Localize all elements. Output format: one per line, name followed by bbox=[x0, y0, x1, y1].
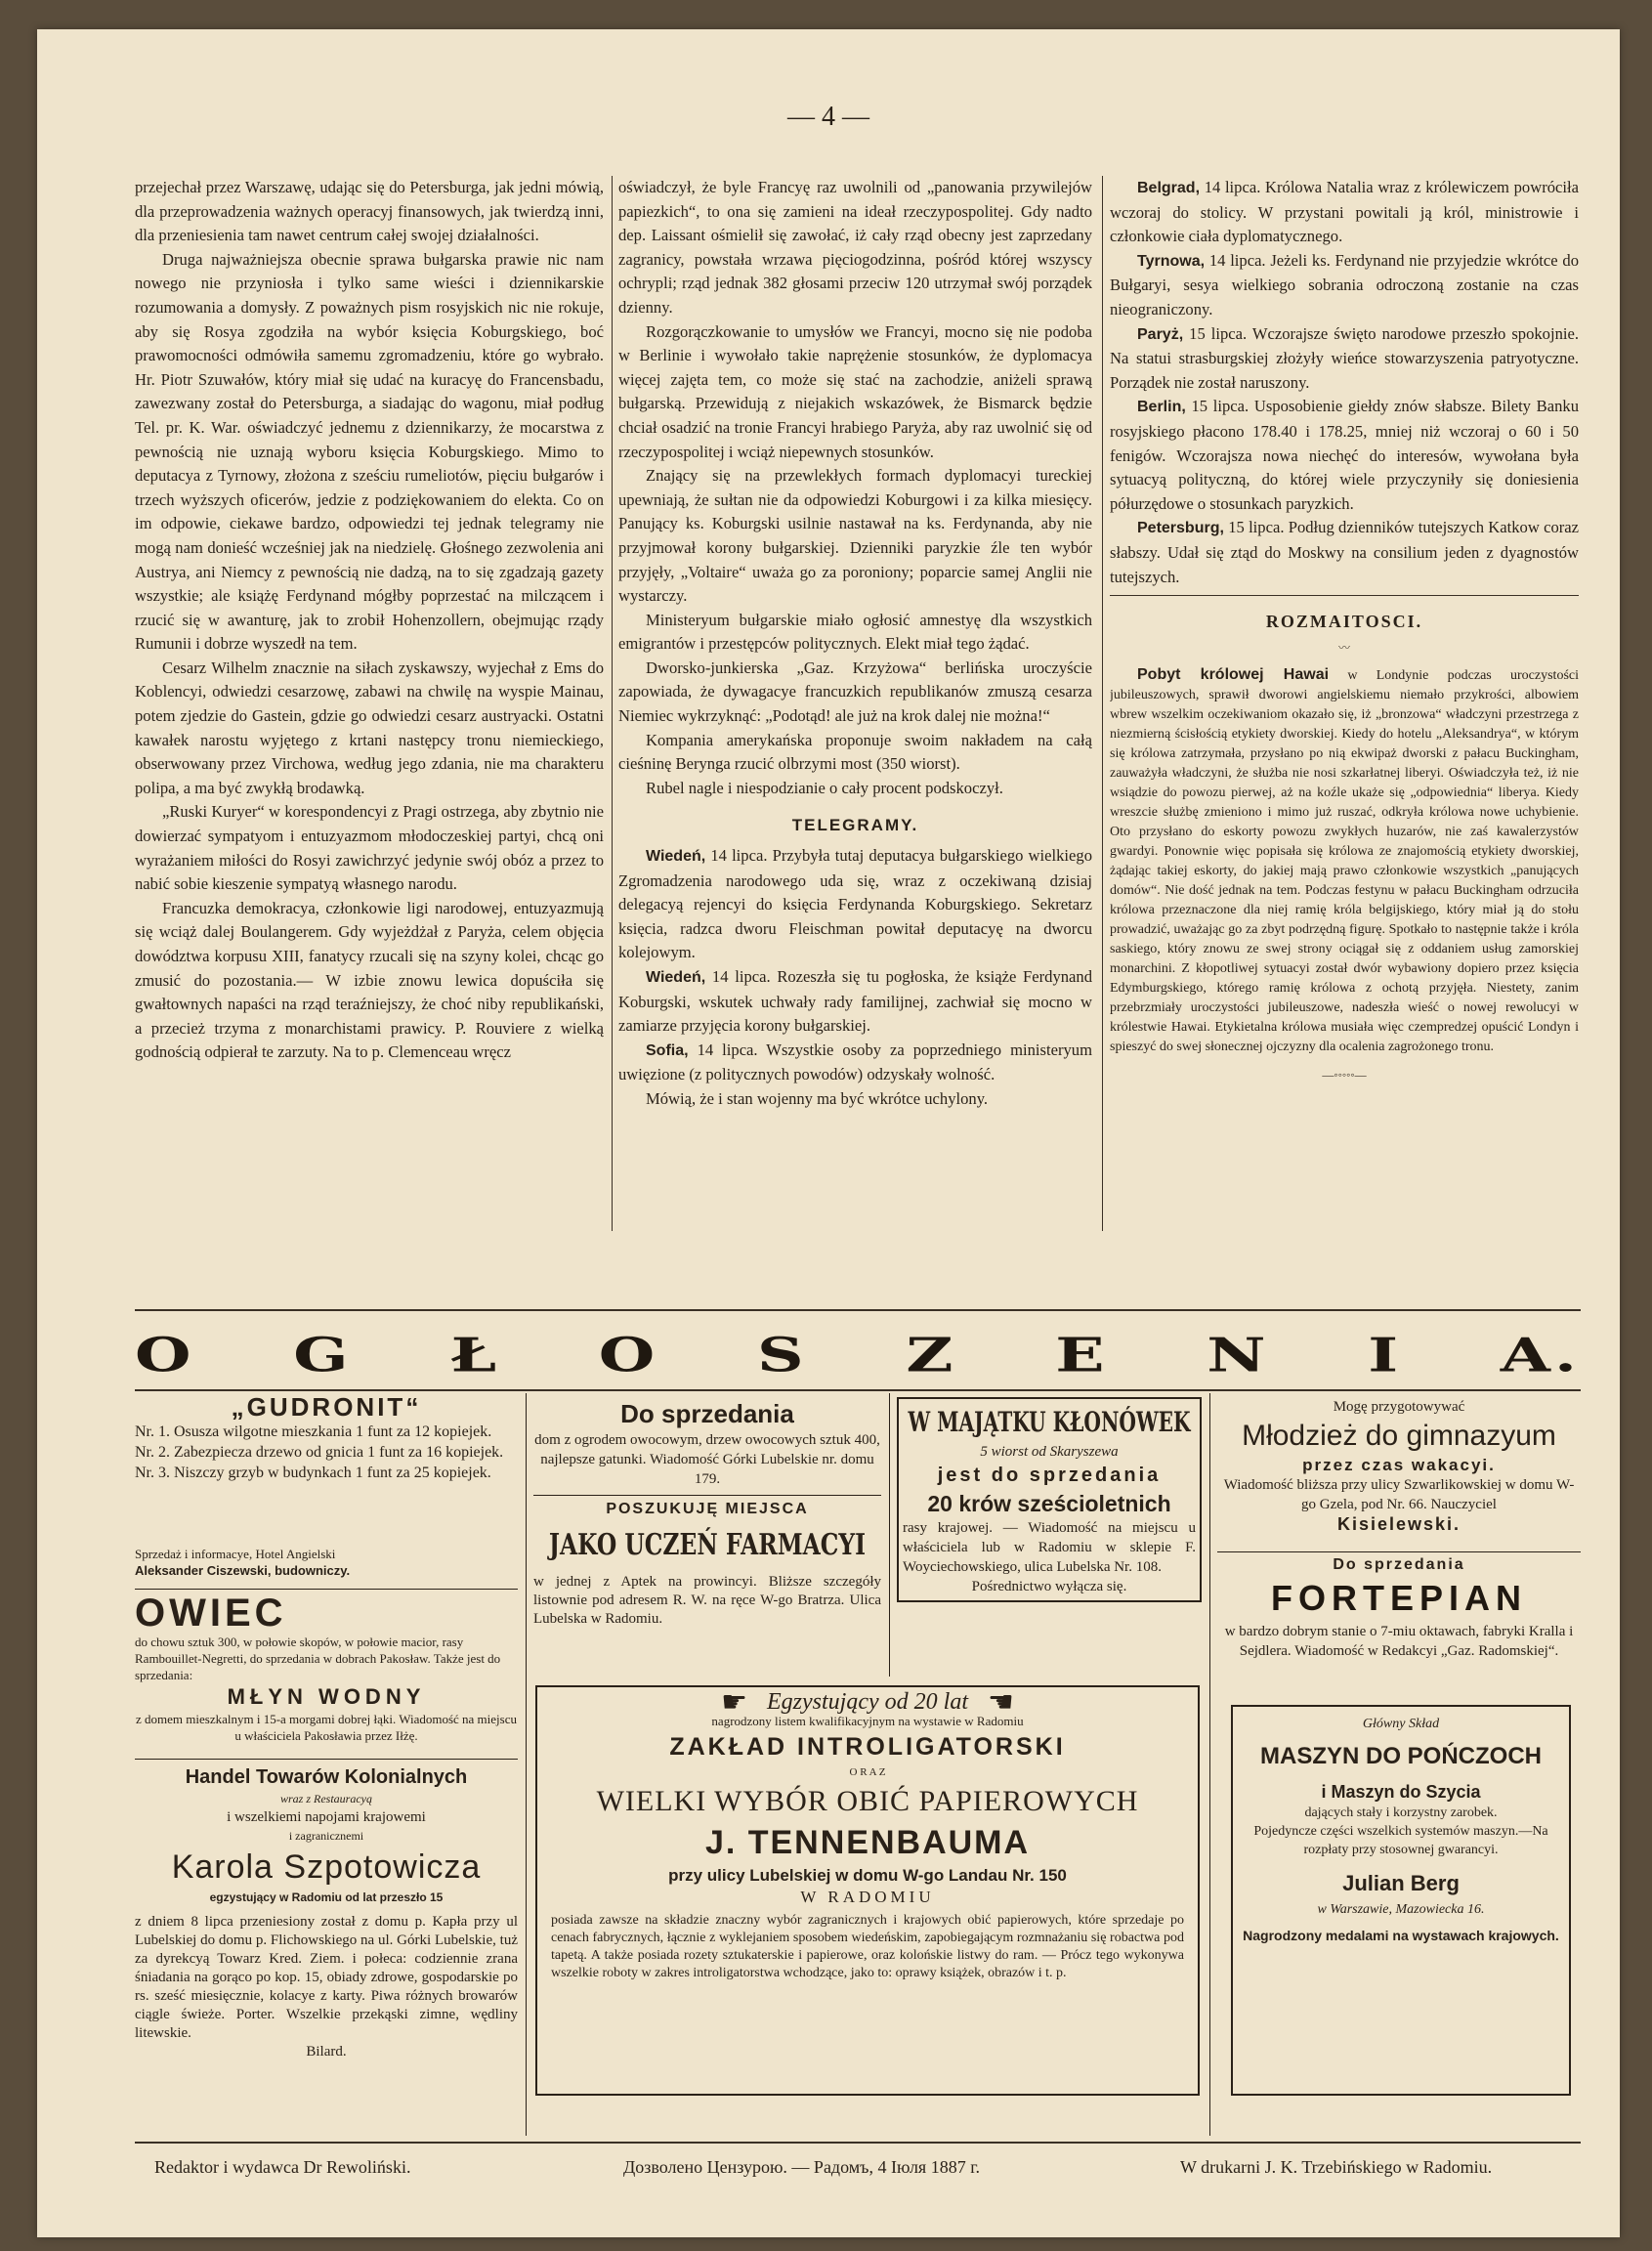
rozmaitosci-article bbox=[1110, 665, 1579, 1057]
ad-uczen bbox=[533, 1500, 881, 1676]
ad-subtitle: MŁYN WODNY bbox=[227, 1684, 426, 1709]
ad-tennenbaum bbox=[535, 1685, 1200, 2096]
ad-gudronit-info bbox=[135, 1546, 518, 1579]
ad-text: z domem mieszkalnym i 15-a morgami dobrej łąki. Wiadomość na miejscu u właściciela Pakosławia przez Iłżę. bbox=[136, 1712, 517, 1743]
telegram-place: Belgrad, bbox=[1137, 180, 1201, 196]
ad-since: Egzystujący od 20 lat bbox=[767, 1689, 968, 1715]
ad-text: posiada zawsze na składzie znaczny wybór zagranicznych i krajowych obić papierowych, które sprzedaje po cenach fabrycznych, łącznie z wyklejaniem sposobem wiedeńskim, zapobiegającym rozmnażaniu się robactwa pod tapetą. A także posiada rozety sztukaterskie i papierowe, oraz kolońskie listwy do ram. — Prócz tego wykonywa wszelkie roboty w zakres introligatorstwa wchodzące, jako to: oprawy książek, obrazów i t. p. bbox=[551, 1913, 1184, 1980]
telegram-text: 15 lipca. Wczorajsze święto narodowe przeszło spokojnie. Na statui strasburgskiej złożyły wieńce stowarzyszenia patryotyczne. Porządek nie został naruszony. bbox=[1110, 323, 1579, 392]
telegram-item bbox=[1110, 176, 1579, 249]
ad-subtitle: i zagranicznemi bbox=[288, 1829, 364, 1843]
ad-address: w Warszawie, Mazowiecka 16. bbox=[1317, 1902, 1485, 1917]
telegram-place: Wiedeń, bbox=[646, 848, 706, 866]
telegram-text: 15 lipca. Podług dzienników tutejszych Katkow coraz słabszy. Udał się ztąd do Moskwy na consilium jeden z dyagnostów tutejszych. bbox=[1110, 518, 1579, 586]
section-rule bbox=[135, 1389, 1581, 1391]
column-divider bbox=[612, 176, 613, 1231]
ad-divider bbox=[889, 1393, 890, 1677]
ad-title: W MAJĄTKU KŁONÓWEK bbox=[908, 1406, 1191, 1438]
ad-text: dom z ogrodem owocowym, drzew owocowych sztuk 400, najlepsze gatunki. Wiadomość Górki Lubelskie nr. domu 179. bbox=[534, 1432, 880, 1487]
ad-headline: 20 krów sześcioletnich bbox=[927, 1491, 1171, 1516]
column-2 bbox=[618, 176, 1092, 1231]
paragraph: „Ruski Kuryer“ w korespondencyi z Pragi ostrzega, aby zbytnio nie dowierzać sympatyom i entuzyazmom młodoczeskiej partyi, chcą oni wyrażaniem miłości do Rosyi zawichrzyć jedynie swój obóz a przez to nabić sobie kieszenie sympatyą własnego narodu. bbox=[135, 802, 604, 894]
telegram-item bbox=[618, 844, 1092, 965]
ad-rule bbox=[533, 1495, 881, 1496]
banner-letter: A. bbox=[1500, 1327, 1581, 1383]
ad-headline: JAKO UCZEŃ FARMACYI bbox=[548, 1528, 867, 1562]
telegram-item bbox=[618, 965, 1092, 1039]
ad-title: FORTEPIAN bbox=[1270, 1578, 1527, 1618]
ornament: —◦◦◦◦◦— bbox=[1322, 1068, 1367, 1083]
ogloszenia-banner bbox=[135, 1327, 1581, 1383]
banner-letter: G bbox=[293, 1327, 353, 1383]
telegram-item bbox=[1110, 395, 1579, 516]
ad-title: „GUDRONIT“ bbox=[231, 1397, 422, 1422]
ad-name: Kisielewski. bbox=[1336, 1514, 1461, 1534]
telegram-place: Berlin, bbox=[1137, 399, 1186, 416]
page-number: — 4 — bbox=[787, 102, 869, 132]
paragraph: Znający się na przewlekłych formach dyplomacyi tureckiej upewniają, że sułtan nie da odpowiedzi Koburgowi i za kilka miesięcy. Panujący ks. Koburgski usilnie nastawał na ks. Ferdynanda, aby nie przyjmował korony bułgarskiej. Dzienniki paryzkie źle ten wybór przyjęły, „Voltaire“ uważa go za poroniony; poparcie samej Anglii nie wystarczy. bbox=[618, 466, 1092, 606]
telegram-place: Sofia, bbox=[646, 1041, 689, 1059]
ad-maszyn bbox=[1231, 1705, 1571, 2096]
ad-info: Sprzedaż i informacye, Hotel Angielski bbox=[135, 1547, 336, 1561]
ad-title: OWIEC bbox=[135, 1593, 287, 1635]
ad-rule bbox=[1217, 1551, 1581, 1552]
rozmaitosci-heading: ROZMAITOSCI. bbox=[1265, 612, 1423, 632]
ad-award: nagrodzony listem kwalifikacyjnym na wystawie w Radomiu bbox=[711, 1714, 1024, 1728]
footer-censorship: Дозволено Цензурою. — Радомъ, 4 Іюля 1887 г. bbox=[623, 2157, 981, 2177]
ad-divider bbox=[1209, 1393, 1210, 2136]
ad-text: w jednej z Aptek na prowincyi. Bliższe szczegóły listownie pod adresem R. W. na ręce W-go Bratrza. Ulica Lubelska w Radomiu. bbox=[533, 1574, 881, 1627]
ad-pretitle: Do sprzedania bbox=[1333, 1556, 1465, 1573]
banner-letter: O bbox=[598, 1327, 659, 1383]
ad-mlodziez bbox=[1217, 1397, 1581, 1573]
ad-headline: WIELKI WYBÓR OBIĆ PAPIEROWYCH bbox=[596, 1785, 1139, 1817]
ad-city: W RADOMIU bbox=[800, 1888, 935, 1906]
ad-sign: Bilard. bbox=[306, 2044, 347, 2060]
telegram-place: Wiedeń, bbox=[646, 969, 706, 986]
telegram-place: Petersburg, bbox=[1137, 520, 1224, 537]
paragraph: oświadczył, że byle Francyę raz uwolnili od „panowania przywilejów papiezkich“, to ona się zamieni na ideał rzeczypospolitej. Gdy nadto dep. Laissant ośmielił się zawołać, iż cały rząd obecny jest zaprzedany zagranicy, powstała wrzawa pięciogodzinna, pośród której wszyscy ochrypli; rząd jednak 382 głosami przeciw 120 utrzymał swój porządek dzienny. bbox=[618, 178, 1092, 317]
ad-pretitle: Główny Skład bbox=[1362, 1717, 1440, 1731]
ad-address: przy ulicy Lubelskiej w domu W-go Landau Nr. 150 bbox=[668, 1866, 1067, 1885]
ad-award: Nagrodzony medalami na wystawach krajowych. bbox=[1243, 1928, 1559, 1943]
ad-rule bbox=[135, 1589, 518, 1590]
paragraph: Kompania amerykańska proponuje swoim nakładem na całą cieśninę Berynga rzucić olbrzymi most (350 wiorst). bbox=[618, 730, 1092, 774]
ad-divider bbox=[526, 1393, 527, 2136]
telegram-item bbox=[618, 1039, 1092, 1087]
telegrams-heading: TELEGRAMY. bbox=[791, 816, 919, 835]
pointing-hand-icon: ☛ bbox=[721, 1686, 748, 1719]
ad-text: Pojedyncze części wszelkich systemów maszyn.—Na rozpłaty przy stosownej gwarancyi. bbox=[1253, 1824, 1548, 1857]
ad-oraz: O R A Z bbox=[849, 1766, 886, 1778]
newspaper-page bbox=[37, 29, 1620, 2237]
ad-name: J. TENNENBAUMA bbox=[704, 1824, 1031, 1861]
footer-printer: W drukarni J. K. Trzebińskiego w Radomiu. bbox=[1180, 2157, 1493, 2177]
article-text: w Londynie podczas uroczystości jubileuszowych, sprawił dworowi angielskiemu niemało przykrości, albowiem wbrew wszelkim oczekiwaniom okazało się, iż „bronzowa“ władczyni przestrzega z niezmierną ścisłością etykiety dworskiej. Kiedy do hotelu „Aleksandrya“, w którym się królowa zatrzymała, przysłano po nią ekwipaż dworski z pałacu Buckingham, zauważyła władczyni, że służba nie nosi szkarłatnej liberyi. Oświadczyła też, iż nie wsiądzie do powozu pierwej, aż na koźle ukaże się „odpowiednia“ liberya. Kiedy wreszcie służbę zmieniono i mimo już ruszać, odkryła królowa nowe uchybienie. Oto przysłano do eskorty powozu zwykłych huzarów, nie zaś kawalerzystów gwardyi. Ponownie więc popisała się królowa ze znajomością etykiety dworskiej, żądając takiej eskorty, do jakiej mają prawo członkowie wszystkich „panujących domów“. Nie dość jednak na tem. Podczas festynu w pałacu Buckingham odrzuciła królowa przeznaczone dla niej ramię króla belgijskiego, który miał ją do stołu prowadzić, uważając go za zbyt podrzędną figurę. Spotkało to następnie także i króla saskiego, który znowu ze swej strony ociągał się z oddaniem usług zamorskiej monarchini. Z kłopotliwej sytuacyi został dwór wybawiony dopiero przez księcia Edymburgskiego, którego ramię królowa z ochotą przyjęła. Niestety, zanim przebrzmiały uroczystości jubileuszowe, nadeszła wieść o nowej rewolucyi w królestwie Hawai. Etykietalna królowa musiała więc czempredzej opuścić Londyn i spieszyć do swej słonecznej ojczyzny dla ocalenia zagrożonego tronu. bbox=[1110, 668, 1579, 1055]
telegram-item bbox=[1110, 249, 1579, 322]
ad-subtitle: i wszelkiemi napojami krajowemi bbox=[227, 1809, 426, 1825]
ad-fortepian bbox=[1217, 1555, 1581, 1702]
ad-klonowek bbox=[897, 1397, 1202, 1676]
pointing-hand-icon: ☚ bbox=[987, 1686, 1014, 1719]
ornament: 〰 bbox=[1337, 640, 1350, 655]
ad-title: POSZUKUJĘ MIEJSCA bbox=[606, 1501, 809, 1517]
telegram-text: 14 lipca. Jeżeli ks. Ferdynand nie przyjedzie wkrótce do Bułgaryi, sesya wielkiego sobrania odroczoną zostanie na czas nieograniczony. bbox=[1110, 250, 1579, 319]
telegram-text: 14 lipca. Wszystkie osoby za poprzedniego ministeryum uwięzione (z politycznych powodów) odzyskały wolność. bbox=[618, 1040, 1092, 1084]
telegram-place: Paryż, bbox=[1137, 325, 1184, 343]
ad-text: do chowu sztuk 300, w połowie skopów, w połowie macior, rasy Rambouillet-Negretti, do sprzedania w dobrach Pakosław. Także jest do sprzedania: bbox=[135, 1635, 501, 1682]
article-lead: Pobyt królowej Hawai bbox=[1137, 666, 1330, 684]
telegram-text: Mówią, że i stan wojenny ma być wkrótce uchylony. bbox=[646, 1088, 989, 1108]
paragraph: Francuzka demokracya, członkowie ligi narodowej, entuzyazmują się wciąż dalej Boulangerem. Gdy wyjeżdżał z Paryża, celem objęcia dowództwa korpusu XIII, fanatycy rzucali się na szyny kolei, chcąc go zmusić do pozostania.— W izbie znowu lewica dopuściła się gwałtownych napaści na rząd teraźniejszy, że choć niby republikański, a przecież trzyma z monarchistami prawicy. P. Rouviere z wielką godnością odpierał te zarzuty. Na to p. Clemenceau wręcz bbox=[135, 898, 604, 1062]
paragraph: Dworsko-junkierska „Gaz. Krzyżowa“ berlińska uroczyście zapowiada, że dywagacye francuzkich republikanów zmuszą cesarza Niemiec wykrzyknąć: „Podotąd! ale już na krok dalej nie można!“ bbox=[618, 658, 1092, 726]
ad-text: rasy krajowej. — Wiadomość na miejscu u właściciela lub w Radomiu w sklepie F. Woyciechowskiego, ulica Lubelska Nr. 108. bbox=[903, 1520, 1196, 1575]
ad-pretitle: Mogę przygotowywać bbox=[1333, 1399, 1465, 1415]
paragraph: Ministeryum bułgarskie miało ogłosić amnestyę dla wszystkich emigrantów i przestępców politycznych. Elekt miał tego żądać. bbox=[618, 610, 1092, 654]
ad-title: Do sprzedania bbox=[620, 1399, 794, 1428]
ad-handel bbox=[135, 1764, 518, 2136]
ad-item: Nr. 1. Osusza wilgotne mieszkania 1 funt za 12 kopiejek. bbox=[135, 1423, 492, 1440]
ad-text: dających stały i korzystny zarobek. bbox=[1304, 1805, 1498, 1820]
ad-owiec bbox=[135, 1593, 518, 1759]
banner-letter: O bbox=[135, 1327, 195, 1383]
footer-editor: Redaktor i wydawca Dr Rewoliński. bbox=[154, 2157, 411, 2177]
ad-subtitle: i Maszyn do Szycia bbox=[1321, 1782, 1481, 1802]
paragraph: Rozgorączkowanie to umysłów we Francyi, mocno się nie podoba w Berlinie i wywołało takie naprężenie stosunków, że dyplomacya więcej zajęta tem, co może się stać na zachodzie, aniżeli sprawą bułgarską. Przewidują z niejakich wskazówek, że Bismarck będzie chciał osadzić na tronie Francyi hrabiego Paryża, aby raz uwolnić się od rzeczypospolitej i wciąż niepewnych stosunków. bbox=[618, 321, 1092, 461]
telegram-place: Tyrnowa, bbox=[1137, 252, 1206, 270]
ad-text: w bardzo dobrym stanie o 7-miu oktawach, fabryki Kralla i Sejdlera. Wiadomość w Redakcyi „Gaz. Radomskiej“. bbox=[1224, 1624, 1574, 1659]
paragraph: Druga najważniejsza obecnie sprawa bułgarska prawie nic nam nowego nie przyniosła i tylko same wieści i dziennikarskie rozumowania a domysły. Z poważnych pism rosyjskich nic nie rokuje, aby się Rosya zgodziła na wybór księcia Koburgskiego, boć prawomocności odmówiła samemu zgromadzeniu, które go wybrało. Hr. Piotr Szuwałów, który miał się udać na kuracyę do Francensbadu, zawezwany został do Petersburga, a siadając do wagonu, miał podług Tel. pr. K. War. oświadczyć jednemu z dziennikarzy, że mocarstwa z pewnością nie uznają wyboru księcia Koburgskiego. Mimo to deputacya z Tyrnowy, złożona z sześciu rumeliotów, pięciu bułgarów i trzech wyższych oficerów, jedzie z podziękowaniem do elekta. Co on im odpowie, ciekawe bardzo, odpowiedzi tej jednak telegramy nie mogą nam donieść wcześniej jak na niedzielę. Głośnego zezwolenia ani Austrya, ani Niemcy z pewnością nie dadzą, na to się zgadzają gazety wszystkie; ale książę Ferdynand mógłby poprzestać na milczącem i rzucić się w awanturę, jak to zrobił Hohenzollern, obejmując rządy Rumunii i dobrze wyszedł na tem. bbox=[135, 249, 604, 654]
ad-title: Handel Towarów Kolonialnych bbox=[185, 1766, 468, 1788]
section-rule bbox=[135, 1309, 1581, 1311]
ad-item: Nr. 3. Niszczy grzyb w budynkach 1 funt za 25 kopiejek. bbox=[135, 1465, 491, 1481]
paragraph: Cesarz Wilhelm znacznie na siłach zyskawszy, wyjechał z Ems do Koblencyi, odwiedzi cesarzowę, zabawi na chwilę na wyspie Mainau, potem zjedzie do Gastein, gdzie go odwiedzi cesarz austryacki. Ostatni kawałek narostu wyjętego z krtani następcy tronu niemieckiego, obserwowany przez Virchowa, według jego zdania, nie ma charakteru polipa, a ma być zwykłą brodawką. bbox=[135, 658, 604, 797]
telegram-text: 14 lipca. Rozeszła się tu pogłoska, że książe Ferdynand Koburgski, wskutek uchwały rady familijnej, zachwiał się mocno w zamiarze przyjęcia korony bułgarskiej. bbox=[618, 967, 1092, 1036]
banner-letter: E bbox=[1055, 1327, 1109, 1383]
column-3 bbox=[1110, 176, 1579, 1231]
telegram-text: 14 lipca. Królowa Natalia wraz z królewiczem powróciła wczoraj do stolicy. W przystani powitali ją król, ministrowie i członkowie ciała dyplomatycznego. bbox=[1110, 178, 1579, 246]
ad-seller: Aleksander Ciszewski, budowniczy. bbox=[135, 1563, 351, 1578]
ad-title: MASZYN DO POŃCZOCH bbox=[1260, 1743, 1542, 1769]
telegram-item bbox=[1110, 516, 1579, 589]
ad-text: Wiadomość bliższa przy ulicy Szwarlikowskiej w domu W-go Gzela, pod Nr. 66. Nauczyciel bbox=[1223, 1477, 1575, 1512]
ad-line: jest do sprzedania bbox=[937, 1465, 1162, 1486]
column-divider bbox=[1102, 176, 1103, 1231]
ad-subtitle: wraz z Restauracyą bbox=[280, 1792, 372, 1805]
banner-letter: S bbox=[756, 1327, 808, 1383]
ad-name: Karola Szpotowicza bbox=[171, 1848, 482, 1886]
section-rule bbox=[135, 2142, 1581, 2144]
ad-text: z dniem 8 lipca przeniesiony został z domu p. Kapła przy ul Lubelskiej do domu p. Flichowskiego na ul. Górki Lubelskie, tuż za dyrekcyą Towarz Kred. Ziem. i połeca: codziennie zrana śniadania na gorąco po kop. 15, obiady zdrowe, gospodarskie po rs. sześć miesięcznie, kolacye z karty. Piwa różnych browarów ciągle świeże. Porter. Wszelkie przekąski zimne, wędliny litewskie. bbox=[135, 1914, 518, 2041]
ad-name: Julian Berg bbox=[1342, 1871, 1460, 1895]
telegram-item bbox=[1110, 322, 1579, 396]
section-rule bbox=[1110, 595, 1579, 596]
banner-letter: Z bbox=[906, 1327, 957, 1383]
ad-gudronit bbox=[135, 1397, 518, 1544]
column-1 bbox=[135, 176, 604, 1231]
ad-sprzedania bbox=[533, 1397, 881, 1490]
ad-subtitle: 5 wiorst od Skaryszewa bbox=[980, 1444, 1119, 1460]
telegram-text: 14 lipca. Przybyła tutaj deputacya bułgarskiego wielkiego Zgromadzenia narodowego uda się, wraz z oczekiwaną dzisiaj delegacyą rejencyi do księcia Ferdynanda Koburgskiego. Sekretarz księcia, radzca dworu Fleischman powitał deputacyę na dworcu kolejowym. bbox=[618, 846, 1092, 962]
telegram-item bbox=[618, 1087, 1092, 1113]
banner-letter: I bbox=[1368, 1327, 1403, 1383]
ad-item: Nr. 2. Zabezpiecza drzewo od gnicia 1 funt za 16 kopiejek. bbox=[135, 1444, 504, 1461]
ad-subtitle: przez czas wakacyi. bbox=[1302, 1456, 1496, 1474]
ad-rule bbox=[135, 1759, 518, 1760]
telegram-text: 15 lipca. Usposobienie giełdy znów słabsze. Bilety Banku rosyjskiego płacono 178.40 i 178.25, mniej niż wczoraj o 60 i 50 fenigów. Wczorajsza nowa niechęć do interesów, wywołana była sytuacyą polityczną, do której wiele przyczyniły się doniesienia półurzędowe o stosunkach paryzkich. bbox=[1110, 397, 1579, 513]
banner-letter: N bbox=[1207, 1327, 1270, 1383]
banner-letter: Ł bbox=[450, 1327, 501, 1383]
ad-title: Młodzież do gimnazyum bbox=[1242, 1420, 1556, 1452]
paragraph: przejechał przez Warszawę, udając się do Petersburga, jak jedni mówią, dla przeprowadzenia ważnych operacyj finansowych, jak twierdzą inni, dla przeniesienia tam nawet centrum całej swojej działalności. bbox=[135, 178, 604, 245]
paragraph: Rubel nagle i niespodzianie o cały procent podskoczył. bbox=[646, 778, 1003, 797]
ad-title: ZAKŁAD INTROLIGATORSKI bbox=[669, 1733, 1066, 1761]
ad-since: egzystujący w Radomiu od lat przeszło 15 bbox=[209, 1890, 444, 1904]
ad-sign: Pośrednictwo wyłącza się. bbox=[971, 1579, 1127, 1594]
